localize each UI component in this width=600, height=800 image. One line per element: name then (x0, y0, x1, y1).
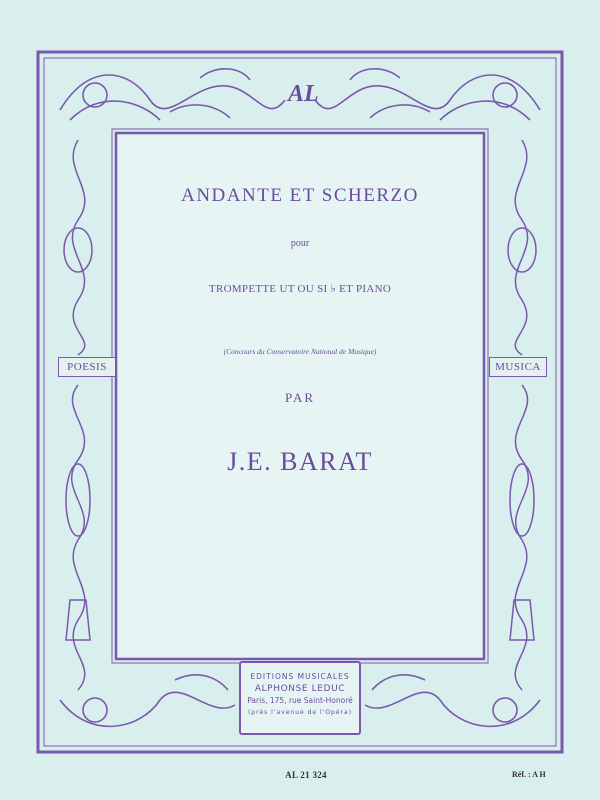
publisher-plaque (239, 661, 361, 735)
publisher-monogram: AL (288, 81, 319, 107)
reference-code: Réf. : A H (512, 770, 546, 779)
publisher-address-note: (près l'avenue de l'Opéra) (247, 709, 353, 716)
pour-text: pour (290, 238, 310, 249)
poesis-label: POESIS (58, 357, 116, 377)
musica-label: MUSICA (489, 357, 547, 377)
publisher-address: Paris, 175, rue Saint-Honoré (247, 696, 353, 705)
par-text: PAR (284, 390, 316, 405)
publisher-line-1: EDITIONS MUSICALES (250, 672, 350, 681)
piece-title: ANDANTE ET SCHERZO (181, 185, 419, 206)
publisher-name: ALPHONSE LEDUC (254, 684, 346, 694)
composer-name: J.E. BARAT (227, 447, 373, 476)
instrumentation: TROMPETTE UT OU SI ♭ ET PIANO (208, 283, 392, 295)
concours-note: (Concours du Conservatoire National de Musique) (223, 347, 377, 356)
plate-number: AL 21 324 (285, 770, 327, 780)
